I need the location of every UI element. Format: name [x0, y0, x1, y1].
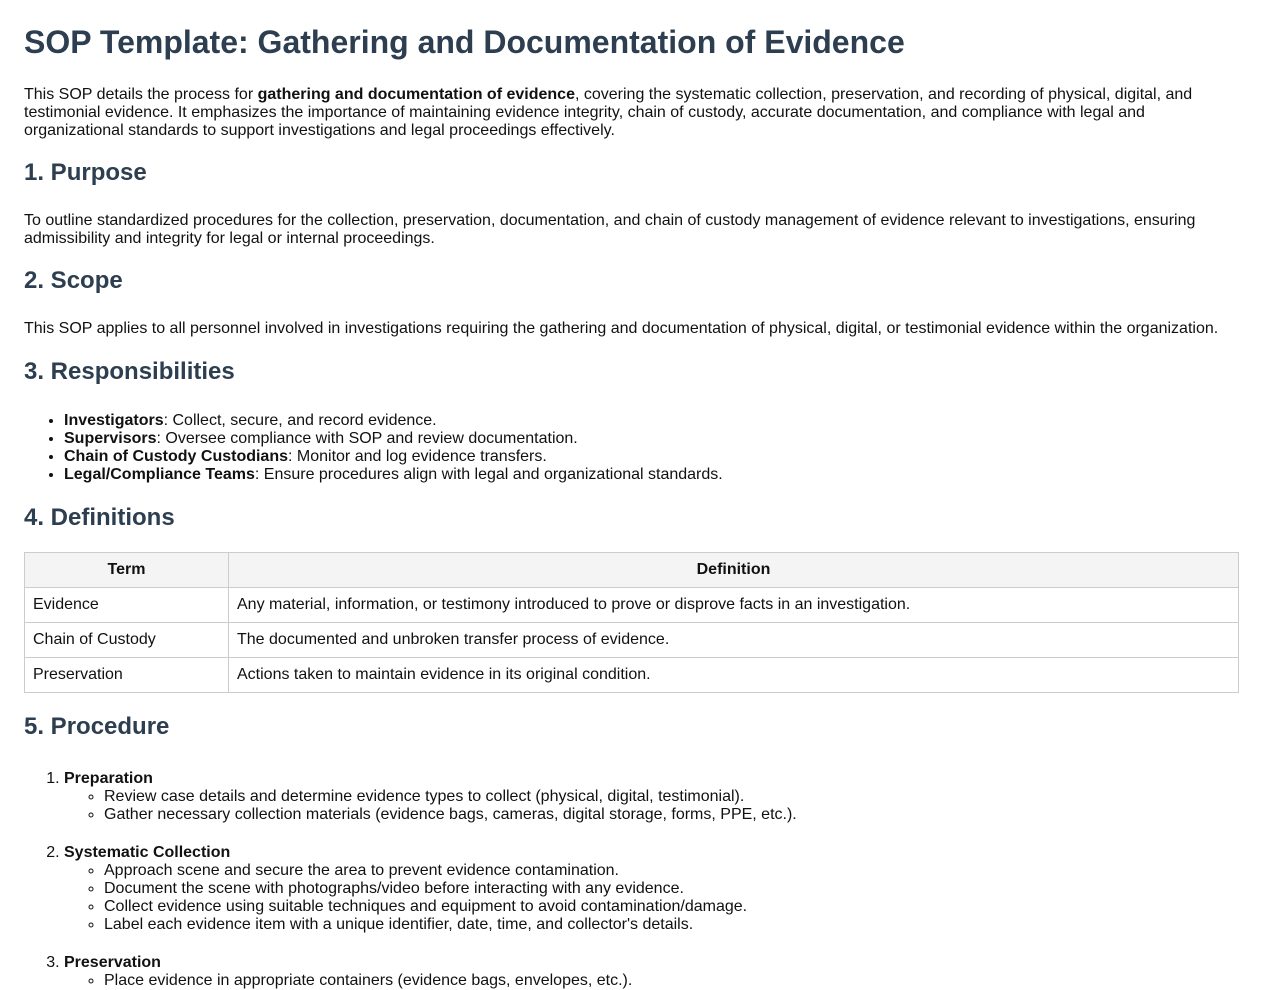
- step-title: Preparation: [64, 770, 153, 787]
- role-description: : Ensure procedures align with legal and organizational standards.: [254, 466, 723, 483]
- role-name: Legal/Compliance Teams: [64, 466, 255, 483]
- procedure-steps: [24, 770, 1239, 990]
- list-item: ◦ Place evidence in appropriate containers (evidence bags, envelopes, etc.).: [104, 972, 1239, 990]
- responsibilities-list: [24, 412, 1239, 484]
- list-item: ◦ Approach scene and secure the area to prevent evidence contamination.: [104, 862, 1239, 880]
- intro-text-after: , covering the systematic collection, preservation, and recording of physical, digital, and testimonial evidence. It emphasizes the importance of maintaining evidence integrity, chain of custody, accurate documentation, and compliance with legal and organizational standards to support investigations and legal proceedings effectively.: [24, 86, 1193, 139]
- definitions-heading: 4. Definitions: [24, 504, 175, 531]
- definition-cell: Actions taken to maintain evidence in its original condition.: [229, 658, 1239, 693]
- step-substeps: [64, 788, 1239, 824]
- procedure-step: [64, 844, 1239, 934]
- column-header-definition: Definition: [229, 553, 1239, 588]
- table-header-row: [25, 553, 1239, 588]
- definition-cell: The documented and unbroken transfer process of evidence.: [229, 623, 1239, 658]
- page-title: SOP Template: Gathering and Documentation of Evidence: [24, 24, 905, 60]
- step-title: Systematic Collection: [64, 844, 231, 861]
- term-cell: Chain of Custody: [25, 623, 229, 658]
- purpose-heading: 1. Purpose: [24, 159, 147, 186]
- table-row: [25, 588, 1239, 623]
- table-row: [25, 658, 1239, 693]
- scope-text: This SOP applies to all personnel involved in investigations requiring the gathering and documentation of physical, digital, or testimonial evidence within the organization.: [24, 320, 1219, 337]
- list-item: [64, 412, 1239, 430]
- role-description: : Oversee compliance with SOP and review documentation.: [156, 430, 578, 447]
- role-name: Chain of Custody Custodians: [64, 448, 288, 465]
- definition-cell: Any material, information, or testimony introduced to prove or disprove facts in an investigation.: [229, 588, 1239, 623]
- role-name: Investigators: [64, 412, 164, 429]
- term-cell: Evidence: [25, 588, 229, 623]
- responsibilities-heading: 3. Responsibilities: [24, 358, 235, 385]
- list-item: ◦ Collect evidence using suitable techniques and equipment to avoid contamination/damage.: [104, 898, 1239, 916]
- step-substeps: [64, 972, 1239, 990]
- table-row: [25, 623, 1239, 658]
- intro-paragraph: [24, 86, 1239, 140]
- list-item: ◦ Label each evidence item with a unique identifier, date, time, and collector's details.: [104, 916, 1239, 934]
- list-item: [64, 430, 1239, 448]
- procedure-step: [64, 770, 1239, 824]
- list-item: ◦ Gather necessary collection materials (evidence bags, cameras, digital storage, forms, PPE, etc.).: [104, 806, 1239, 824]
- list-item: ◦ Review case details and determine evidence types to collect (physical, digital, testimonial).: [104, 788, 1239, 806]
- step-substeps: [64, 862, 1239, 934]
- role-description: : Collect, secure, and record evidence.: [163, 412, 437, 429]
- role-description: : Monitor and log evidence transfers.: [288, 448, 547, 465]
- scope-heading: 2. Scope: [24, 267, 123, 294]
- column-header-term: Term: [25, 553, 229, 588]
- list-item: [64, 466, 1239, 484]
- intro-text-before: This SOP details the process for: [24, 86, 258, 103]
- procedure-heading: 5. Procedure: [24, 713, 170, 740]
- role-name: Supervisors: [64, 430, 157, 447]
- purpose-text: To outline standardized procedures for the collection, preservation, documentation, and chain of custody management of evidence relevant to investigations, ensuring admissibility and integrity for legal or internal proceedings.: [24, 212, 1196, 247]
- list-item: [64, 448, 1239, 466]
- definitions-table: [24, 552, 1239, 693]
- list-item: ◦ Document the scene with photographs/video before interacting with any evidence.: [104, 880, 1239, 898]
- step-title: Preservation: [64, 954, 161, 971]
- procedure-step: [64, 954, 1239, 990]
- term-cell: Preservation: [25, 658, 229, 693]
- intro-text-bold: gathering and documentation of evidence: [257, 86, 575, 103]
